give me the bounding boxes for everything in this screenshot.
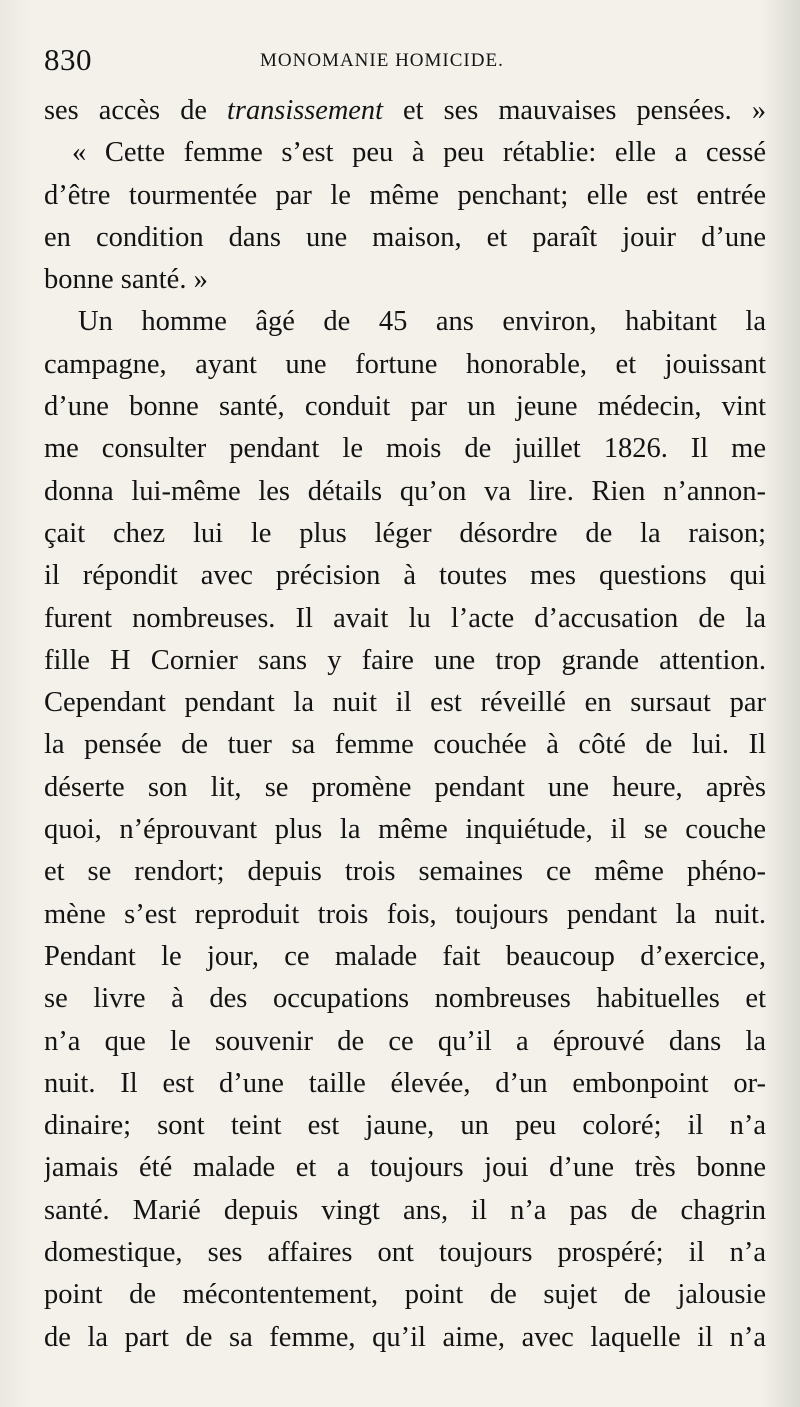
text-line: de la part de sa femme, qu’il aime, avec laquelle il n’a (44, 1321, 766, 1353)
page-header (44, 40, 764, 80)
text-line: furent nombreuses. Il avait lu l’acte d’accusation de la (44, 602, 766, 634)
text-line: il répondit avec précision à toutes mes questions qui (44, 560, 766, 592)
text-line: donna lui-même les détails qu’on va lire. Rien n’annon- (44, 475, 766, 507)
text-line: d’une bonne santé, conduit par un jeune médecin, vint (44, 391, 766, 423)
text-line: fille H Cornier sans y faire une trop grande attention. (44, 644, 766, 676)
text-line: çait chez lui le plus léger désordre de la raison; (44, 517, 766, 549)
text-line: campagne, ayant une fortune honorable, et jouissant (44, 348, 766, 380)
text-line: mène s’est reproduit trois fois, toujours pendant la nuit. (44, 898, 766, 930)
italic-word: transissement (227, 95, 383, 126)
text-line: domestique, ses affaires ont toujours prospéré; il n’a (44, 1237, 766, 1269)
text-line: Cependant pendant la nuit il est réveillé en sursaut par (44, 687, 766, 719)
running-head: MONOMANIE HOMICIDE. (260, 50, 504, 71)
text-line: déserte son lit, se promène pendant une heure, après (44, 771, 766, 803)
text-line: Pendant le jour, ce malade fait beaucoup d’exercice, (44, 940, 766, 972)
text-line: la pensée de tuer sa femme couchée à côté de lui. Il (44, 729, 766, 761)
text-line: en condition dans une maison, et paraît jouir d’une (44, 221, 766, 253)
text-line: Un homme âgé de 45 ans environ, habitant la (78, 306, 766, 338)
text-line: d’être tourmentée par le même penchant; elle est entrée (44, 179, 766, 211)
page-number: 830 (44, 42, 92, 77)
text-segment: ses accès de (44, 95, 228, 126)
text-line: bonne santé. » (44, 264, 208, 296)
text-line: et se rendort; depuis trois semaines ce même phéno- (44, 856, 766, 888)
text-line: n’a que le souvenir de ce qu’il a éprouvé dans la (44, 1025, 766, 1057)
text-line: santé. Marié depuis vingt ans, il n’a pas de chagrin (44, 1194, 766, 1226)
text-line: dinaire; sont teint est jaune, un peu coloré; il n’a (44, 1110, 766, 1142)
text-line: se livre à des occupations nombreuses habituelles et (44, 983, 766, 1015)
text-line: jamais été malade et a toujours joui d’une très bonne (44, 1152, 766, 1184)
text-line: point de mécontentement, point de sujet de jalousie (44, 1279, 766, 1311)
text-line: quoi, n’éprouvant plus la même inquiétude, il se couche (44, 814, 766, 846)
text-line: « Cette femme s’est peu à peu rétablie: elle a cessé (72, 137, 766, 169)
text-segment: et ses mauvaises pensées. » (382, 95, 766, 126)
text-line: nuit. Il est d’une taille élevée, d’un embonpoint or- (44, 1067, 766, 1099)
body-text (44, 90, 766, 1359)
text-line (44, 90, 766, 132)
text-line: me consulter pendant le mois de juillet 1826. Il me (44, 433, 766, 465)
